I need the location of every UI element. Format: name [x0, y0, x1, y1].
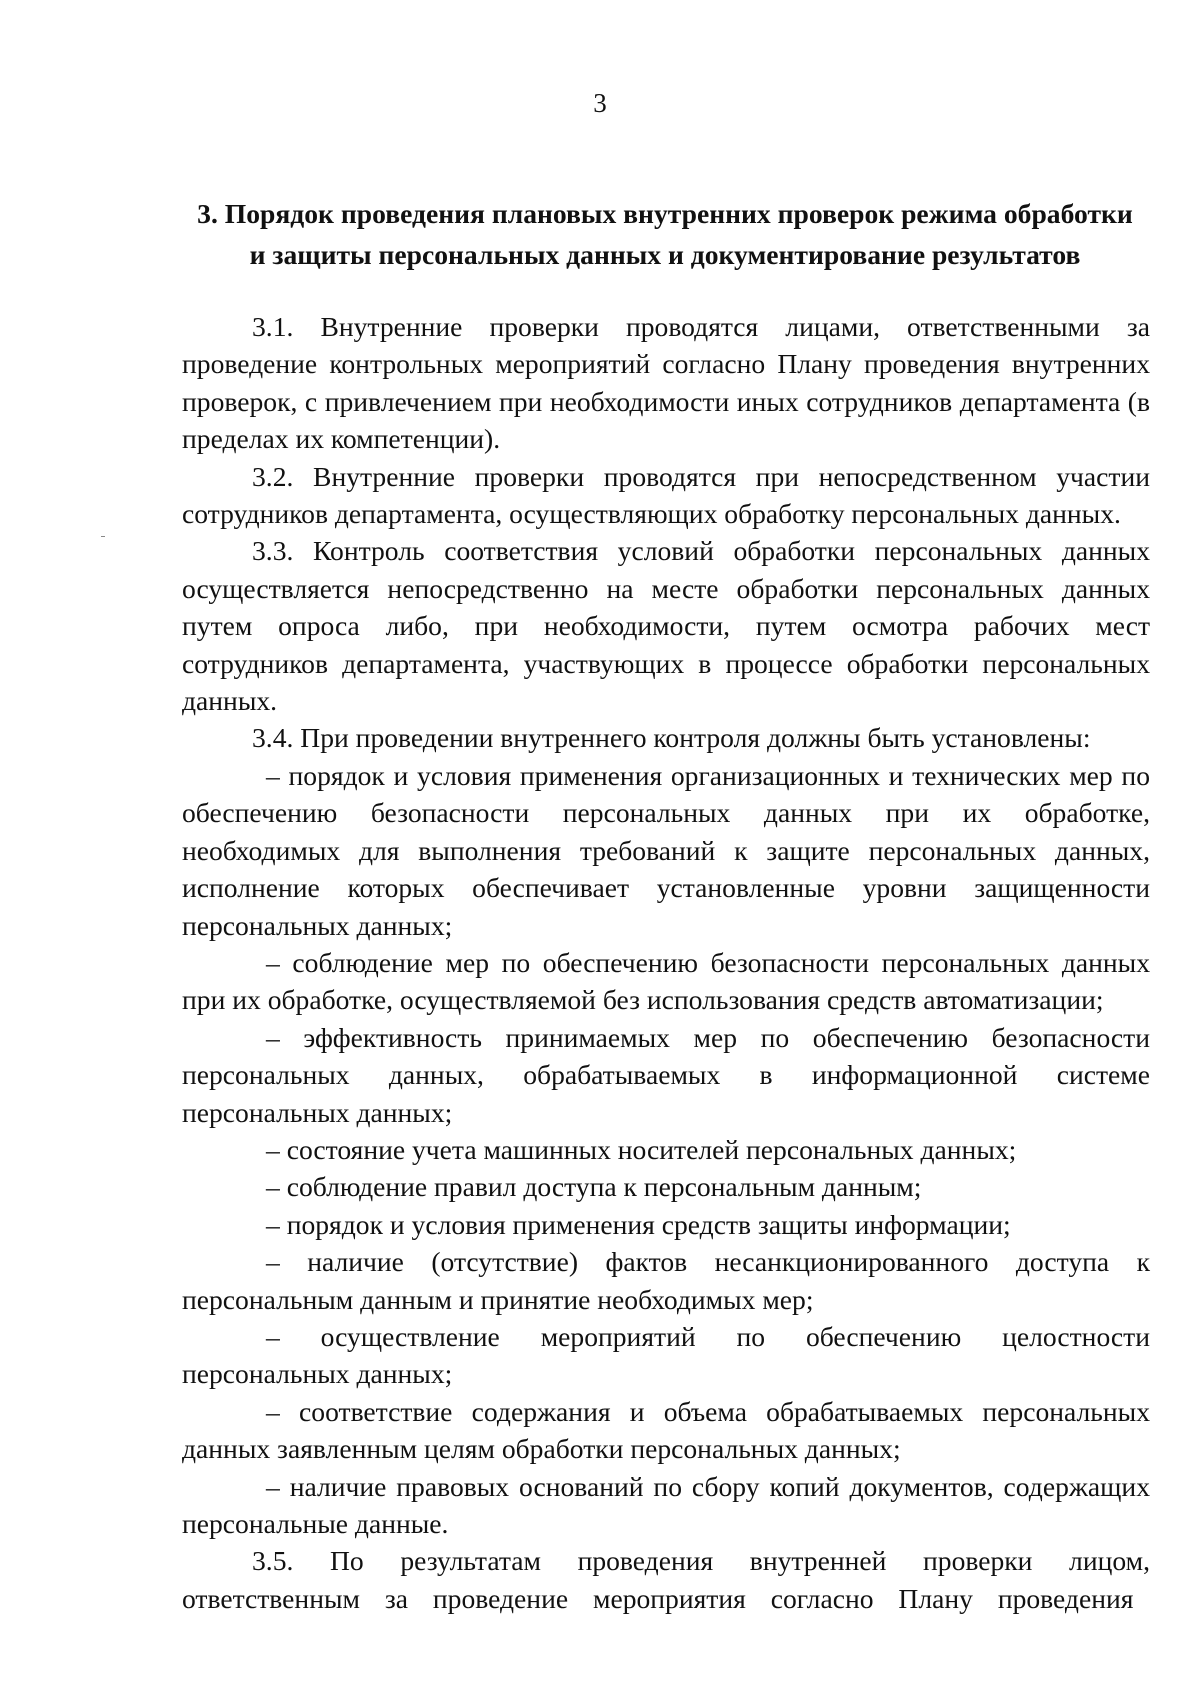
- list-item: – соответствие содержания и объема обрабатываемых персональных данных заявленным целям обработки персональных данных;: [182, 1395, 1150, 1465]
- paragraph-3-2: 3.2. Внутренние проверки проводятся при непосредственном участии сотрудников департамента, осуществляющих обработку персональных данных.: [182, 460, 1150, 530]
- list-item: – порядок и условия применения организационных и технических мер по обеспечению безопасности персональных данных при их обработке, необходимых для выполнения требований к защите персональных данных, исполнение которых обеспечивает установленные уровни защищенности персональных данных;: [182, 759, 1150, 941]
- list-item: – порядок и условия применения средств защиты информации;: [266, 1208, 1011, 1240]
- section-heading-line-2: и защиты персональных данных и документирование результатов: [249, 239, 1081, 270]
- list-item: – эффективность принимаемых мер по обеспечению безопасности персональных данных, обрабатываемых в информационной системе персональных данных;: [182, 1021, 1150, 1128]
- list-item: – соблюдение мер по обеспечению безопасности персональных данных при их обработке, осуществляемой без использования средств автоматизации;: [182, 946, 1150, 1016]
- paragraph-3-3: 3.3. Контроль соответствия условий обработки персональных данных осуществляется непосредственно на месте обработки персональных данных путем опроса либо, при необходимости, путем осмотра рабочих мест сотрудников департамента, участвующих в процессе обработки персональных данных.: [182, 535, 1150, 717]
- paragraph-3-4: 3.4. При проведении внутреннего контроля должны быть установлены:: [252, 722, 1091, 754]
- section-heading-line-1: 3. Порядок проведения плановых внутренних проверок режима обработки: [197, 198, 1133, 229]
- section-heading: [180, 193, 1150, 275]
- margin-mark: [101, 536, 105, 537]
- list-item: – состояние учета машинных носителей персональных данных;: [266, 1133, 1017, 1165]
- list-item: – наличие (отсутствие) фактов несанкционированного доступа к персональным данным и принятие необходимых мер;: [182, 1246, 1150, 1315]
- document-body: [182, 308, 1150, 1617]
- paragraph-3-5: 3.5. По результатам проведения внутренней проверки лицом, ответственным за проведение мероприятия согласно Плану проведения: [182, 1545, 1150, 1614]
- paragraph-3-1: 3.1. Внутренние проверки проводятся лицами, ответственными за проведение контрольных мероприятий согласно Плану проведения внутренних проверок, с привлечением при необходимости иных сотрудников департамента (в пределах их компетенции).: [182, 311, 1150, 455]
- list-item: – наличие правовых оснований по сбору копий документов, содержащих персональные данные.: [182, 1470, 1150, 1539]
- list-item: – осуществление мероприятий по обеспечению целостности персональных данных;: [182, 1320, 1150, 1390]
- page-number: 3: [593, 88, 607, 118]
- list-item: – соблюдение правил доступа к персональным данным;: [266, 1171, 922, 1203]
